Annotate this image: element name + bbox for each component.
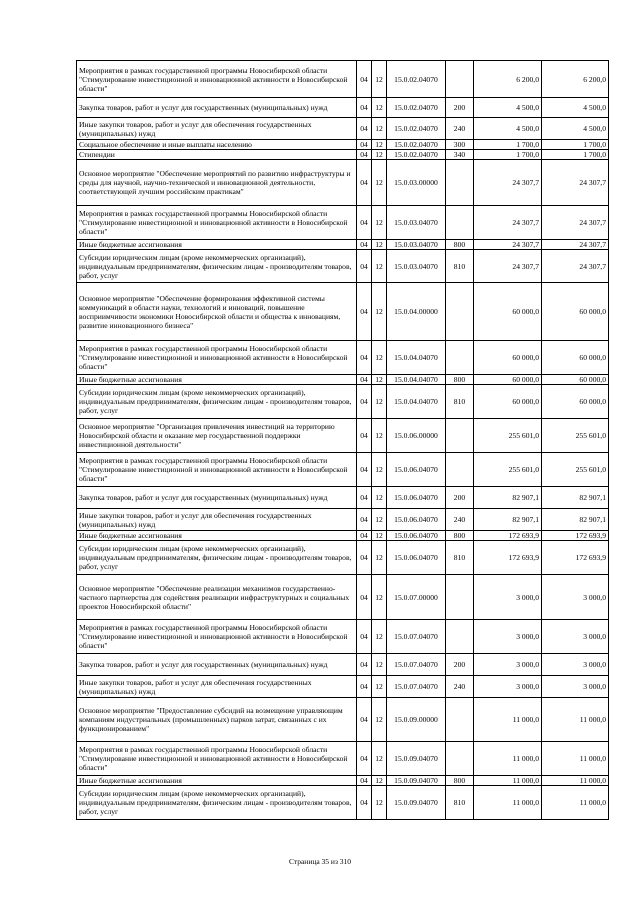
table-row <box>77 150 609 160</box>
row-amount-1-cell: 1 700,0 <box>474 140 542 150</box>
row-target-code-cell: 15.0.02.04070 <box>387 150 446 160</box>
table-row <box>77 776 609 786</box>
table-row <box>77 453 609 487</box>
row-section-cell: 04 <box>357 487 372 509</box>
row-subsection-cell: 12 <box>372 487 387 509</box>
row-amount-2-cell: 1 700,0 <box>542 150 609 160</box>
row-name-cell: Иные бюджетные ассигнования <box>77 240 357 250</box>
row-expense-type-cell: 340 <box>446 150 474 160</box>
row-amount-2-cell: 172 693,9 <box>542 531 609 541</box>
page-footer: Страница 35 из 310 <box>288 857 352 866</box>
row-target-code-cell: 15.0.07.00000 <box>387 575 446 620</box>
row-section-cell: 04 <box>357 698 372 742</box>
row-expense-type-cell <box>446 742 474 776</box>
row-subsection-cell: 12 <box>372 698 387 742</box>
table-row <box>77 250 609 283</box>
row-section-cell: 04 <box>357 206 372 240</box>
row-section-cell: 04 <box>357 98 372 118</box>
row-amount-1-cell: 172 693,9 <box>474 531 542 541</box>
row-amount-2-cell: 172 693,9 <box>542 541 609 575</box>
row-section-cell: 04 <box>357 160 372 206</box>
row-amount-1-cell: 6 200,0 <box>474 61 542 98</box>
row-amount-2-cell: 24 307,7 <box>542 240 609 250</box>
row-target-code-cell: 15.0.07.04070 <box>387 654 446 676</box>
row-amount-1-cell: 4 500,0 <box>474 118 542 140</box>
row-subsection-cell: 12 <box>372 786 387 820</box>
row-amount-2-cell: 11 000,0 <box>542 742 609 776</box>
row-subsection-cell: 12 <box>372 98 387 118</box>
row-amount-1-cell: 4 500,0 <box>474 98 542 118</box>
row-subsection-cell: 12 <box>372 509 387 531</box>
row-name-cell: Субсидии юридическим лицам (кроме некоммерческих организаций), индивидуальным предпринимателям, физическим лицам - производителям товаров, работ, услуг <box>77 385 357 419</box>
row-amount-1-cell: 24 307,7 <box>474 206 542 240</box>
row-amount-1-cell: 82 907,1 <box>474 509 542 531</box>
row-amount-1-cell: 3 000,0 <box>474 575 542 620</box>
row-amount-2-cell: 6 200,0 <box>542 61 609 98</box>
row-name-cell: Основное мероприятие "Обеспечение формирования эффективной системы коммуникаций в области науки, технологий и инноваций, повышение восприимчивости экономики Новосибирской области и общества к инновациям, развитие инновационного бизнеса" <box>77 283 357 341</box>
row-expense-type-cell: 200 <box>446 654 474 676</box>
row-amount-2-cell: 24 307,7 <box>542 206 609 240</box>
table-row <box>77 385 609 419</box>
row-amount-2-cell: 255 601,0 <box>542 419 609 453</box>
row-amount-2-cell: 60 000,0 <box>542 375 609 385</box>
row-name-cell: Мероприятия в рамках государственной программы Новосибирской области "Стимулирование инвестиционной и инновационной активности в Новосибирской области" <box>77 61 357 98</box>
row-amount-1-cell: 11 000,0 <box>474 742 542 776</box>
row-name-cell: Субсидии юридическим лицам (кроме некоммерческих организаций), индивидуальным предпринимателям, физическим лицам - производителям товаров, работ, услуг <box>77 250 357 283</box>
row-name-cell: Иные бюджетные ассигнования <box>77 776 357 786</box>
row-amount-1-cell: 60 000,0 <box>474 341 542 375</box>
row-name-cell: Мероприятия в рамках государственной программы Новосибирской области "Стимулирование инвестиционной и инновационной активности в Новосибирской области" <box>77 742 357 776</box>
table-row <box>77 531 609 541</box>
row-amount-2-cell: 4 500,0 <box>542 98 609 118</box>
row-name-cell: Закупка товаров, работ и услуг для государственных (муниципальных) нужд <box>77 98 357 118</box>
row-subsection-cell: 12 <box>372 531 387 541</box>
row-section-cell: 04 <box>357 786 372 820</box>
row-section-cell: 04 <box>357 531 372 541</box>
row-target-code-cell: 15.0.07.04070 <box>387 676 446 698</box>
table-row <box>77 206 609 240</box>
row-expense-type-cell: 240 <box>446 676 474 698</box>
row-name-cell: Закупка товаров, работ и услуг для государственных (муниципальных) нужд <box>77 654 357 676</box>
row-subsection-cell: 12 <box>372 419 387 453</box>
row-name-cell: Мероприятия в рамках государственной программы Новосибирской области "Стимулирование инвестиционной и инновационной активности в Новосибирской области" <box>77 206 357 240</box>
row-expense-type-cell: 800 <box>446 240 474 250</box>
row-section-cell: 04 <box>357 240 372 250</box>
row-target-code-cell: 15.0.04.00000 <box>387 283 446 341</box>
row-subsection-cell: 12 <box>372 776 387 786</box>
row-section-cell: 04 <box>357 375 372 385</box>
row-expense-type-cell: 300 <box>446 140 474 150</box>
row-section-cell: 04 <box>357 742 372 776</box>
row-subsection-cell: 12 <box>372 620 387 654</box>
row-expense-type-cell: 200 <box>446 487 474 509</box>
row-section-cell: 04 <box>357 676 372 698</box>
table-row <box>77 698 609 742</box>
row-subsection-cell: 12 <box>372 575 387 620</box>
row-target-code-cell: 15.0.03.04070 <box>387 206 446 240</box>
row-section-cell: 04 <box>357 575 372 620</box>
row-target-code-cell: 15.0.06.04070 <box>387 487 446 509</box>
row-amount-1-cell: 82 907,1 <box>474 487 542 509</box>
table-row <box>77 341 609 375</box>
row-target-code-cell: 15.0.03.04070 <box>387 240 446 250</box>
row-amount-2-cell: 3 000,0 <box>542 575 609 620</box>
row-name-cell: Основное мероприятие "Обеспечение мероприятий по развитию инфраструктуры и среды для научной, научно-технической и инновационной деятельности, соответствующей лучшим российским практикам" <box>77 160 357 206</box>
row-name-cell: Основное мероприятие "Обеспечение реализации механизмов государственно-частного партнерства для содействия реализации инфраструктурных и социальных проектов Новосибирской области" <box>77 575 357 620</box>
row-subsection-cell: 12 <box>372 453 387 487</box>
table-row <box>77 654 609 676</box>
row-section-cell: 04 <box>357 140 372 150</box>
row-subsection-cell: 12 <box>372 654 387 676</box>
row-amount-1-cell: 255 601,0 <box>474 453 542 487</box>
row-target-code-cell: 15.0.06.04070 <box>387 453 446 487</box>
row-expense-type-cell: 810 <box>446 385 474 419</box>
row-amount-1-cell: 3 000,0 <box>474 654 542 676</box>
row-section-cell: 04 <box>357 385 372 419</box>
table-row <box>77 742 609 776</box>
row-expense-type-cell <box>446 283 474 341</box>
row-subsection-cell: 12 <box>372 240 387 250</box>
row-target-code-cell: 15.0.06.00000 <box>387 419 446 453</box>
row-name-cell: Закупка товаров, работ и услуг для государственных (муниципальных) нужд <box>77 487 357 509</box>
row-target-code-cell: 15.0.03.04070 <box>387 250 446 283</box>
row-section-cell: 04 <box>357 283 372 341</box>
row-expense-type-cell: 800 <box>446 375 474 385</box>
row-amount-1-cell: 24 307,7 <box>474 240 542 250</box>
row-amount-2-cell: 1 700,0 <box>542 140 609 150</box>
table-row <box>77 98 609 118</box>
row-target-code-cell: 15.0.06.04070 <box>387 541 446 575</box>
row-section-cell: 04 <box>357 341 372 375</box>
row-name-cell: Стипендии <box>77 150 357 160</box>
row-target-code-cell: 15.0.04.04070 <box>387 341 446 375</box>
row-target-code-cell: 15.0.02.04070 <box>387 140 446 150</box>
row-expense-type-cell <box>446 419 474 453</box>
row-amount-1-cell: 60 000,0 <box>474 375 542 385</box>
row-target-code-cell: 15.0.06.04070 <box>387 531 446 541</box>
row-target-code-cell: 15.0.04.04070 <box>387 385 446 419</box>
row-expense-type-cell <box>446 698 474 742</box>
row-target-code-cell: 15.0.09.00000 <box>387 698 446 742</box>
row-name-cell: Социальное обеспечение и иные выплаты населению <box>77 140 357 150</box>
row-name-cell: Мероприятия в рамках государственной программы Новосибирской области "Стимулирование инвестиционной и инновационной активности в Новосибирской области" <box>77 341 357 375</box>
row-amount-1-cell: 3 000,0 <box>474 620 542 654</box>
row-amount-2-cell: 60 000,0 <box>542 341 609 375</box>
row-amount-2-cell: 24 307,7 <box>542 160 609 206</box>
row-amount-2-cell: 24 307,7 <box>542 250 609 283</box>
row-expense-type-cell: 810 <box>446 786 474 820</box>
budget-table-body <box>77 61 609 820</box>
row-expense-type-cell: 200 <box>446 98 474 118</box>
row-name-cell: Иные закупки товаров, работ и услуг для обеспечения государственных (муниципальных) нужд <box>77 118 357 140</box>
row-expense-type-cell <box>446 341 474 375</box>
budget-table <box>76 60 609 820</box>
row-name-cell: Основное мероприятие "Организация привлечения инвестиций на территорию Новосибирской области и оказание мер государственной поддержки инвестиционной деятельности" <box>77 419 357 453</box>
row-section-cell: 04 <box>357 654 372 676</box>
row-target-code-cell: 15.0.03.00000 <box>387 160 446 206</box>
row-amount-1-cell: 11 000,0 <box>474 776 542 786</box>
row-section-cell: 04 <box>357 453 372 487</box>
table-row <box>77 140 609 150</box>
row-section-cell: 04 <box>357 541 372 575</box>
row-amount-1-cell: 255 601,0 <box>474 419 542 453</box>
row-subsection-cell: 12 <box>372 375 387 385</box>
row-target-code-cell: 15.0.07.04070 <box>387 620 446 654</box>
row-subsection-cell: 12 <box>372 160 387 206</box>
row-section-cell: 04 <box>357 419 372 453</box>
row-name-cell: Иные закупки товаров, работ и услуг для обеспечения государственных (муниципальных) нужд <box>77 676 357 698</box>
table-row <box>77 676 609 698</box>
table-row <box>77 118 609 140</box>
row-amount-1-cell: 1 700,0 <box>474 150 542 160</box>
row-expense-type-cell <box>446 61 474 98</box>
row-subsection-cell: 12 <box>372 385 387 419</box>
row-amount-2-cell: 11 000,0 <box>542 698 609 742</box>
table-row <box>77 160 609 206</box>
table-row <box>77 509 609 531</box>
row-target-code-cell: 15.0.02.04070 <box>387 98 446 118</box>
row-name-cell: Субсидии юридическим лицам (кроме некоммерческих организаций), индивидуальным предпринимателям, физическим лицам - производителям товаров, работ, услуг <box>77 786 357 820</box>
row-expense-type-cell: 810 <box>446 250 474 283</box>
table-row <box>77 375 609 385</box>
row-subsection-cell: 12 <box>372 676 387 698</box>
row-amount-2-cell: 3 000,0 <box>542 654 609 676</box>
row-subsection-cell: 12 <box>372 118 387 140</box>
row-amount-1-cell: 60 000,0 <box>474 283 542 341</box>
table-row <box>77 283 609 341</box>
row-expense-type-cell: 800 <box>446 776 474 786</box>
row-expense-type-cell: 240 <box>446 118 474 140</box>
row-amount-2-cell: 60 000,0 <box>542 283 609 341</box>
row-name-cell: Иные бюджетные ассигнования <box>77 531 357 541</box>
row-section-cell: 04 <box>357 509 372 531</box>
table-row <box>77 487 609 509</box>
row-amount-2-cell: 255 601,0 <box>542 453 609 487</box>
row-amount-2-cell: 11 000,0 <box>542 776 609 786</box>
row-amount-2-cell: 3 000,0 <box>542 620 609 654</box>
row-name-cell: Иные бюджетные ассигнования <box>77 375 357 385</box>
row-section-cell: 04 <box>357 150 372 160</box>
row-section-cell: 04 <box>357 61 372 98</box>
row-amount-2-cell: 82 907,1 <box>542 509 609 531</box>
row-amount-2-cell: 82 907,1 <box>542 487 609 509</box>
row-amount-2-cell: 4 500,0 <box>542 118 609 140</box>
row-expense-type-cell <box>446 160 474 206</box>
row-target-code-cell: 15.0.06.04070 <box>387 509 446 531</box>
row-expense-type-cell: 800 <box>446 531 474 541</box>
row-expense-type-cell: 810 <box>446 541 474 575</box>
row-amount-1-cell: 24 307,7 <box>474 160 542 206</box>
row-amount-1-cell: 11 000,0 <box>474 786 542 820</box>
row-amount-2-cell: 11 000,0 <box>542 786 609 820</box>
table-row <box>77 240 609 250</box>
row-subsection-cell: 12 <box>372 150 387 160</box>
row-expense-type-cell <box>446 206 474 240</box>
row-target-code-cell: 15.0.02.04070 <box>387 61 446 98</box>
table-row <box>77 620 609 654</box>
row-target-code-cell: 15.0.09.04070 <box>387 776 446 786</box>
table-row <box>77 786 609 820</box>
row-expense-type-cell <box>446 453 474 487</box>
table-row <box>77 419 609 453</box>
row-amount-1-cell: 24 307,7 <box>474 250 542 283</box>
row-subsection-cell: 12 <box>372 541 387 575</box>
row-amount-1-cell: 60 000,0 <box>474 385 542 419</box>
row-target-code-cell: 15.0.09.04070 <box>387 786 446 820</box>
row-section-cell: 04 <box>357 250 372 283</box>
row-amount-2-cell: 60 000,0 <box>542 385 609 419</box>
row-subsection-cell: 12 <box>372 250 387 283</box>
row-subsection-cell: 12 <box>372 206 387 240</box>
row-name-cell: Иные закупки товаров, работ и услуг для обеспечения государственных (муниципальных) нужд <box>77 509 357 531</box>
row-amount-1-cell: 3 000,0 <box>474 676 542 698</box>
row-expense-type-cell <box>446 620 474 654</box>
row-section-cell: 04 <box>357 118 372 140</box>
row-section-cell: 04 <box>357 776 372 786</box>
row-name-cell: Мероприятия в рамках государственной программы Новосибирской области "Стимулирование инвестиционной и инновационной активности в Новосибирской области" <box>77 453 357 487</box>
row-name-cell: Субсидии юридическим лицам (кроме некоммерческих организаций), индивидуальным предпринимателям, физическим лицам - производителям товаров, работ, услуг <box>77 541 357 575</box>
row-expense-type-cell: 240 <box>446 509 474 531</box>
row-subsection-cell: 12 <box>372 742 387 776</box>
row-target-code-cell: 15.0.02.04070 <box>387 118 446 140</box>
row-subsection-cell: 12 <box>372 341 387 375</box>
row-amount-1-cell: 11 000,0 <box>474 698 542 742</box>
row-amount-1-cell: 172 693,9 <box>474 541 542 575</box>
row-subsection-cell: 12 <box>372 140 387 150</box>
row-amount-2-cell: 3 000,0 <box>542 676 609 698</box>
table-row <box>77 575 609 620</box>
row-name-cell: Мероприятия в рамках государственной программы Новосибирской области "Стимулирование инвестиционной и инновационной активности в Новосибирской области" <box>77 620 357 654</box>
table-row <box>77 61 609 98</box>
row-target-code-cell: 15.0.04.04070 <box>387 375 446 385</box>
row-name-cell: Основное мероприятие "Предоставление субсидий на возмещение управляющим компаниям индустриальных (промышленных) парков затрат, связанных с их функционированием" <box>77 698 357 742</box>
row-target-code-cell: 15.0.09.04070 <box>387 742 446 776</box>
row-section-cell: 04 <box>357 620 372 654</box>
table-row <box>77 541 609 575</box>
row-subsection-cell: 12 <box>372 61 387 98</box>
row-expense-type-cell <box>446 575 474 620</box>
row-subsection-cell: 12 <box>372 283 387 341</box>
